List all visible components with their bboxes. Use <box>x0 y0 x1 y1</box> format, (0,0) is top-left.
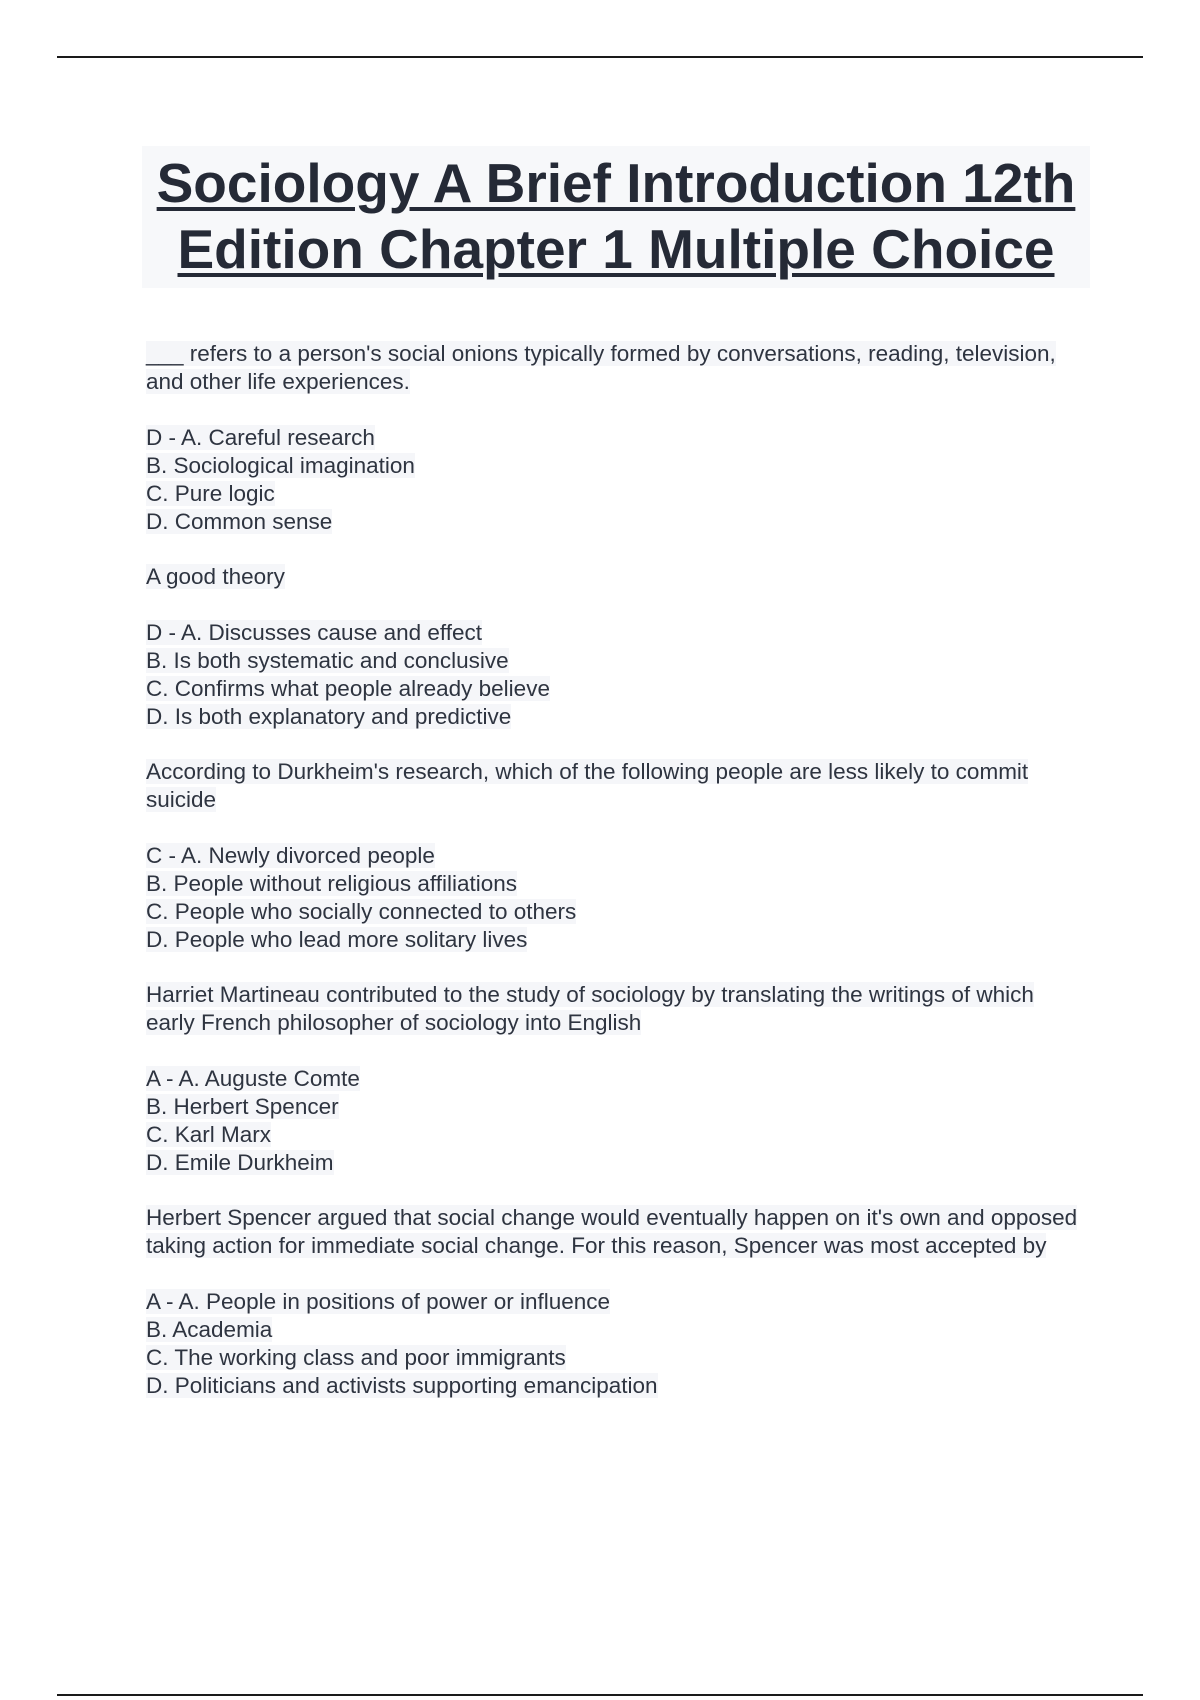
answer-option: A - A. Auguste Comte <box>146 1066 360 1091</box>
question-text: ___ refers to a person's social onions typically formed by conversations, reading, television, and other life experiences. <box>146 341 1056 394</box>
title-line-2: Edition Chapter 1 Multiple Choice <box>177 218 1055 280</box>
answer-option: D. People who lead more solitary lives <box>146 927 528 952</box>
question-block-3 <box>146 758 1086 954</box>
answer-option: C - A. Newly divorced people <box>146 843 435 868</box>
answer-option: B. Is both systematic and conclusive <box>146 648 509 673</box>
question-block-5 <box>146 1204 1086 1400</box>
question-text: Herbert Spencer argued that social change would eventually happen on it's own and opposed taking action for immediate social change. For this reason, Spencer was most accepted by <box>146 1205 1078 1258</box>
answer-option: D. Politicians and activists supporting emancipation <box>146 1373 658 1398</box>
page-title <box>142 146 1090 288</box>
answer-option: D. Common sense <box>146 509 333 534</box>
answer-option: C. Confirms what people already believe <box>146 676 550 701</box>
answer-option: D. Emile Durkheim <box>146 1150 334 1175</box>
answer-option: D - A. Careful research <box>146 425 375 450</box>
question-text: Harriet Martineau contributed to the study of sociology by translating the writings of which early French philosopher of sociology into English <box>146 982 1034 1035</box>
answer-option: A - A. People in positions of power or influence <box>146 1289 611 1314</box>
answer-option: C. The working class and poor immigrants <box>146 1345 566 1370</box>
answer-option: B. Herbert Spencer <box>146 1094 339 1119</box>
answer-option: B. Sociological imagination <box>146 453 415 478</box>
question-text: A good theory <box>146 564 285 589</box>
answer-option: D - A. Discusses cause and effect <box>146 620 482 645</box>
answer-option: D. Is both explanatory and predictive <box>146 704 512 729</box>
question-block-4 <box>146 981 1086 1177</box>
answer-option: C. Pure logic <box>146 481 275 506</box>
answer-option: B. People without religious affiliations <box>146 871 518 896</box>
answer-option: C. People who socially connected to others <box>146 899 577 924</box>
answer-option: B. Academia <box>146 1317 273 1342</box>
question-list <box>146 340 1086 1427</box>
top-divider <box>57 56 1143 58</box>
question-text: According to Durkheim's research, which of the following people are less likely to commit suicide <box>146 759 1029 812</box>
question-block-2 <box>146 563 1086 731</box>
question-block-1 <box>146 340 1086 536</box>
answer-option: C. Karl Marx <box>146 1122 272 1147</box>
bottom-divider <box>57 1694 1143 1696</box>
title-line-1: Sociology A Brief Introduction 12th <box>156 152 1076 214</box>
